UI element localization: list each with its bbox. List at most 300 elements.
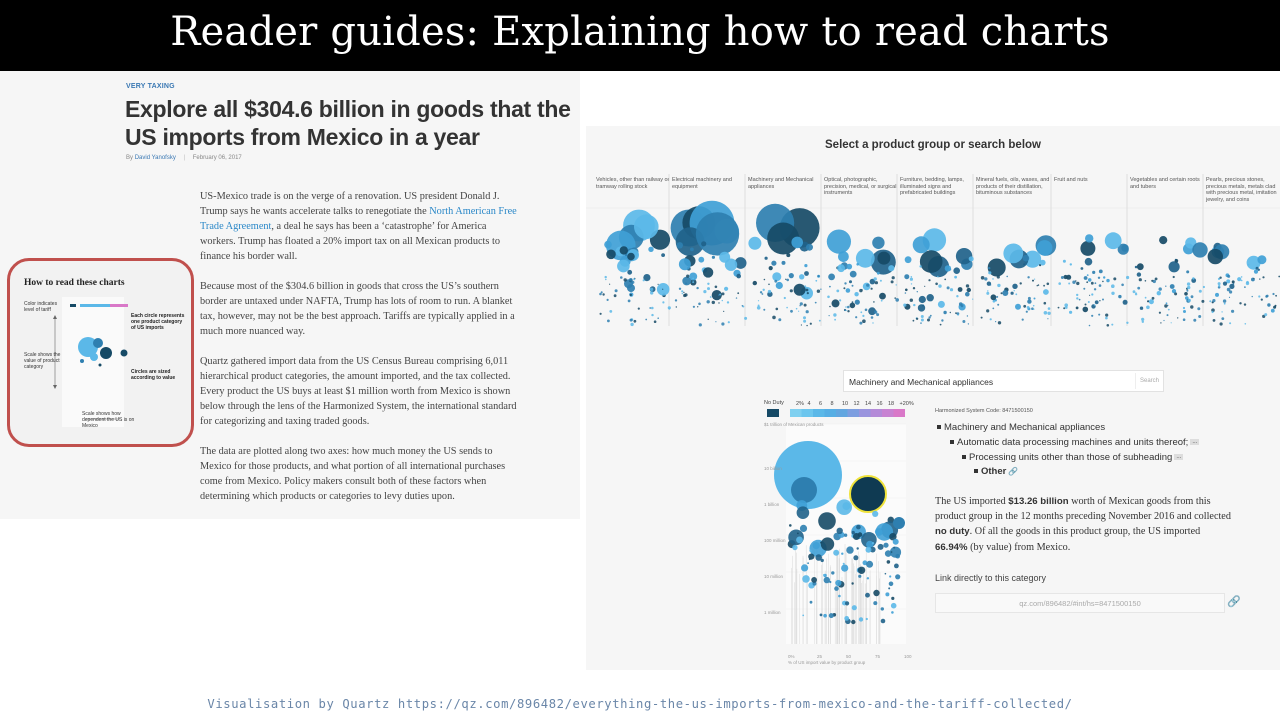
product-dot (998, 321, 1001, 324)
detail-dot (823, 574, 825, 576)
product-group-label[interactable]: Furniture, bedding, lamps, illuminated signs and prefabricated buildings (900, 177, 964, 196)
product-group-label[interactable]: Electrical machinery and equipment (672, 177, 732, 190)
product-dot (1193, 319, 1196, 322)
product-dot (1098, 314, 1100, 316)
product-dot (669, 308, 671, 310)
product-dot (1241, 276, 1243, 278)
product-dot (774, 280, 777, 283)
product-dot (1076, 294, 1078, 296)
guide-scale-note: Scale shows the value of product category (24, 352, 61, 370)
product-dot (860, 311, 862, 313)
product-bubble (1184, 292, 1188, 296)
product-dot (1091, 315, 1093, 317)
product-dot (834, 319, 836, 321)
detail-dot (858, 575, 861, 578)
product-dot (995, 321, 996, 322)
product-dot (1252, 296, 1253, 297)
product-dot (829, 286, 831, 288)
product-dot (715, 321, 716, 322)
product-group-label[interactable]: Machinery and Mechanical appliances (748, 177, 814, 190)
product-bubble (806, 244, 813, 251)
product-dot (1126, 276, 1129, 279)
product-bubble (1081, 267, 1084, 270)
product-group-label[interactable]: Pearls, precious stones, precious metals, metals clad with precious metal, imitation jewelry, and coins (1206, 177, 1277, 203)
product-dot (815, 280, 817, 282)
product-bubble (1275, 305, 1277, 307)
product-dot (786, 307, 788, 309)
product-dot (874, 277, 877, 280)
product-dot (997, 284, 1000, 287)
product-dot (875, 281, 878, 284)
product-dot (872, 322, 873, 323)
product-bubble (786, 253, 790, 257)
product-bubble (1063, 260, 1066, 263)
product-bubble (969, 256, 974, 261)
product-bubble (1147, 300, 1149, 302)
product-dot (1079, 299, 1081, 301)
article-byline (126, 155, 242, 161)
summary-text: (by value) from Mexico. (967, 541, 1071, 553)
product-dot (638, 308, 640, 310)
product-dot (836, 290, 839, 293)
product-bubble (661, 253, 665, 257)
product-dot (715, 286, 718, 289)
product-group-label[interactable]: Vehicles, other than railway or tramway rolling stock (596, 177, 670, 190)
detail-dot (867, 577, 869, 579)
product-group-label[interactable]: Fruit and nuts (1054, 177, 1088, 183)
detail-dot (873, 601, 877, 605)
product-bubble (838, 251, 849, 262)
tree-level-2[interactable] (950, 437, 1199, 448)
product-dot (956, 295, 958, 297)
product-dot (1058, 282, 1061, 285)
product-dot (682, 293, 683, 294)
product-dot (1241, 280, 1243, 282)
tree-level-1[interactable] (937, 422, 1105, 433)
product-bubble (1169, 261, 1180, 272)
product-dot (861, 289, 862, 290)
product-dot (1229, 322, 1231, 324)
legend-tick-label: 16 (876, 401, 883, 407)
detail-dot (875, 529, 882, 536)
product-dot (736, 297, 737, 298)
product-dot (1142, 321, 1144, 323)
product-bubble (677, 242, 683, 248)
product-dot (1168, 309, 1170, 311)
product-bubble (703, 267, 713, 277)
product-bubble (724, 287, 728, 291)
product-dot (1261, 299, 1263, 301)
detail-dot (865, 593, 870, 598)
product-dot (917, 291, 918, 292)
article-date: February 06, 2017 (192, 155, 242, 161)
x-axis-label: 100 (904, 654, 912, 659)
product-dot (1091, 282, 1094, 285)
product-dot (1190, 305, 1193, 308)
detail-dot (792, 545, 797, 550)
product-dot (829, 306, 831, 308)
tree-level-3[interactable] (962, 452, 1183, 463)
product-dot (607, 320, 610, 323)
product-dot (1076, 297, 1078, 299)
product-bubble (1040, 260, 1046, 266)
product-dot (1047, 283, 1050, 286)
selected-bubble (850, 476, 886, 512)
product-bubble (789, 273, 794, 278)
article-paragraph: Because most of the $304.6 billion in goods that cross the US’s southern border are untaxed under NAFTA, Trump has lots of room to run. A blanket tax, however, may not be the best approach. Tariffs are typically applied in a much more nuanced way. (200, 281, 515, 337)
product-dot (1133, 290, 1136, 293)
product-dot (896, 284, 897, 285)
product-dot (920, 322, 922, 324)
product-dot (722, 300, 723, 301)
product-dot (957, 314, 959, 316)
product-dot (910, 299, 913, 302)
product-bubble (905, 256, 912, 263)
product-dot (817, 290, 820, 293)
product-dot (807, 292, 809, 294)
product-dot (1141, 318, 1144, 321)
product-dot (847, 310, 849, 312)
summary-text: . Of all the goods in this product group, the US imported (969, 526, 1201, 538)
detail-dot (885, 592, 889, 596)
product-dot (1229, 297, 1230, 298)
product-bubble (1157, 291, 1161, 295)
product-dot (880, 280, 882, 282)
detail-dot (891, 597, 894, 600)
product-group-label[interactable]: Vegetables and certain roots and tubers (1130, 177, 1200, 190)
product-dot (871, 288, 873, 290)
product-bubble (1011, 292, 1014, 295)
bullet-icon (950, 440, 954, 444)
guide-title: How to read these charts (24, 278, 125, 288)
product-dot (784, 297, 786, 299)
product-dot (947, 286, 950, 289)
product-dot (955, 312, 957, 314)
product-bubble (804, 264, 807, 267)
bullet-icon (937, 425, 941, 429)
link-icon[interactable]: 🔗 (1227, 595, 1241, 608)
product-bubble (1223, 282, 1227, 286)
product-bubble (648, 247, 653, 252)
product-bubble (776, 282, 783, 289)
product-dot (645, 319, 647, 321)
detail-dot (873, 590, 879, 596)
product-bubble (949, 268, 951, 270)
x-axis-caption: % of US import value by product group (788, 660, 866, 665)
product-dot (1139, 278, 1142, 281)
detail-dot (810, 601, 813, 604)
product-dot (1043, 285, 1045, 287)
product-dot (1094, 288, 1096, 290)
product-dot (1099, 284, 1102, 287)
tree-level-4[interactable] (974, 466, 1018, 477)
product-bubble (1023, 255, 1030, 262)
guide-bubble (121, 350, 128, 357)
product-dot (1203, 286, 1205, 288)
product-bubble (905, 289, 908, 292)
product-bubble (1105, 232, 1122, 249)
author-link[interactable]: David Yanofsky (134, 155, 176, 161)
product-dot (1227, 288, 1231, 292)
detail-dot (887, 560, 891, 564)
product-group-label[interactable]: Mineral fuels, oils, waxes, and products of their distillation, bituminous substances (976, 177, 1050, 196)
detail-dot (888, 587, 890, 589)
link-icon[interactable]: 🔗 (1008, 467, 1019, 476)
byline-prefix: By (126, 155, 134, 161)
product-bubble (1137, 272, 1141, 276)
product-bubble (965, 292, 970, 297)
product-bubble (1088, 278, 1092, 282)
product-dot (633, 278, 635, 280)
product-dot (1201, 300, 1204, 303)
product-bubble (696, 212, 739, 255)
product-bubble (604, 241, 612, 249)
product-bubble (1186, 270, 1189, 273)
product-dot (757, 306, 761, 310)
product-dot (1167, 314, 1169, 316)
detail-dot (831, 571, 834, 574)
product-dot (698, 303, 701, 306)
product-bubble (804, 271, 809, 276)
product-dot (629, 278, 633, 282)
product-dot (1094, 304, 1096, 306)
product-bubble (919, 296, 926, 303)
product-dot (697, 306, 698, 307)
direct-link-field[interactable] (935, 593, 1225, 613)
product-bubble (1140, 307, 1143, 310)
detail-dot (813, 542, 820, 549)
product-dot (1086, 281, 1088, 283)
product-bubble (872, 237, 884, 249)
product-dot (1188, 299, 1191, 302)
product-dot (600, 313, 602, 315)
product-dot (1209, 300, 1211, 302)
x-axis-label: 50 (846, 654, 852, 659)
detail-dot (807, 562, 809, 564)
article-paragraph: The data are plotted along two axes: how much money the US sends to Mexico for those products, and what portion of all international purchases come from Mexico. Policy makers consult both of these factors when determining which products or categories to levy duties upon. (200, 446, 506, 502)
product-group-chart[interactable] (586, 126, 1280, 354)
product-bubble (1092, 271, 1095, 274)
product-dot (997, 275, 1000, 278)
product-dot (1212, 311, 1214, 313)
guide-size-note: Circles are sized according to value (131, 369, 176, 381)
detail-dot (821, 537, 834, 550)
legend-tick-label: +20% (899, 401, 914, 407)
product-dot (1088, 301, 1090, 303)
product-dot (798, 311, 799, 312)
detail-dot (885, 573, 887, 575)
product-bubble (1267, 303, 1270, 306)
detail-dot (859, 617, 863, 621)
product-dot (1183, 318, 1186, 321)
product-dot (614, 294, 617, 297)
product-dot (1221, 317, 1224, 320)
article-paragraph (200, 189, 520, 264)
product-dot (609, 284, 610, 285)
product-bubble (850, 271, 857, 278)
product-dot (928, 279, 930, 281)
product-bubble (943, 311, 946, 314)
legend-no-duty-label: No Duty (764, 400, 784, 406)
product-dot (997, 304, 999, 306)
product-dot (913, 287, 915, 289)
product-dot (1246, 282, 1249, 285)
detail-dot (895, 554, 900, 559)
product-dot (786, 279, 789, 282)
product-dot (1111, 324, 1113, 326)
detail-dot (841, 553, 843, 555)
product-dot (790, 310, 793, 313)
product-bubble (1208, 249, 1223, 264)
product-bubble (1034, 298, 1036, 300)
product-dot (1264, 313, 1267, 316)
product-dot (1034, 279, 1035, 280)
guide-arrow-head (53, 315, 57, 319)
legend-ramp-swatch (790, 409, 802, 417)
detail-dot (811, 577, 817, 583)
legend-ramp-swatch (802, 409, 814, 417)
product-bubble (1091, 293, 1093, 295)
product-dot (628, 300, 631, 303)
product-dot (1155, 278, 1158, 281)
product-bubble (854, 292, 858, 296)
product-dot (1159, 287, 1162, 290)
detail-dot (857, 547, 859, 549)
product-dot (658, 284, 659, 285)
y-axis-label: 1 billion (764, 502, 780, 507)
product-dot (630, 319, 633, 322)
product-bubble (837, 264, 845, 272)
detail-dot (802, 615, 804, 617)
product-dot (649, 307, 651, 309)
product-dot (776, 308, 779, 311)
product-bubble (1080, 241, 1095, 256)
product-dot (819, 320, 821, 322)
product-dot (643, 279, 645, 281)
product-bubble (1224, 303, 1226, 305)
byline-divider: | (183, 155, 186, 161)
legend-ramp-swatch (825, 409, 837, 417)
product-dot (944, 279, 946, 281)
detail-dot (878, 544, 884, 550)
detail-dot (893, 547, 895, 549)
product-dot (630, 323, 633, 326)
product-dot (1023, 305, 1026, 308)
summary-text: The US imported (935, 496, 1009, 507)
detail-dot (836, 499, 852, 515)
detail-dot (808, 554, 814, 560)
slide-title-band (0, 0, 1280, 71)
product-dot (845, 310, 846, 311)
product-bubble (904, 274, 909, 279)
product-dot (758, 300, 759, 301)
product-dot (895, 298, 899, 302)
product-dot (718, 302, 719, 303)
product-bubble (748, 237, 761, 250)
detail-dot (851, 582, 853, 584)
detail-dot (872, 542, 874, 544)
summary-amount: $13.26 billion (1008, 496, 1069, 507)
product-dot (1026, 311, 1028, 313)
product-dot (1146, 306, 1150, 310)
product-dot (844, 282, 846, 284)
product-dot (941, 319, 943, 321)
expand-ellipsis[interactable]: ... (1192, 439, 1198, 446)
product-dot (986, 292, 989, 295)
product-dot (1047, 312, 1050, 315)
direct-link-value[interactable]: qz.com/896482/#int/hs=8471500150 (1019, 599, 1141, 608)
y-axis-label: 10 billion (764, 466, 782, 471)
product-dot (938, 284, 941, 287)
product-dot (727, 301, 729, 303)
product-group-label[interactable]: Optical, photographic, precision, medical, or surgical instruments (824, 177, 897, 196)
search-button[interactable]: Search (1135, 373, 1163, 389)
product-dot (764, 279, 766, 281)
detail-dot (800, 525, 807, 532)
legend-tick-label: 4 (807, 401, 811, 407)
product-dot (1165, 286, 1166, 287)
product-bubble (991, 294, 997, 300)
article-headline: Explore all $304.6 billion in goods that the US imports from Mexico in a year (125, 96, 571, 150)
product-dot (940, 324, 942, 326)
detail-dot (851, 620, 855, 624)
product-dot (1014, 290, 1015, 291)
product-dot (1174, 292, 1177, 295)
product-dot (744, 317, 747, 320)
product-dot (981, 317, 983, 319)
detail-dot (824, 577, 830, 583)
product-bubble (736, 274, 741, 279)
product-dot (862, 319, 866, 323)
product-dot (1145, 297, 1147, 299)
detail-dot (872, 511, 878, 517)
product-bubble (1271, 309, 1275, 313)
product-dot (737, 292, 739, 294)
product-dot (810, 323, 812, 325)
product-bubble (1023, 263, 1025, 265)
product-bubble (627, 253, 635, 261)
product-dot (742, 305, 744, 307)
search-input[interactable]: Machinery and Mechanical appliances (849, 377, 994, 387)
tree-level-3-label: Processing units other than those of subheading (969, 452, 1173, 463)
product-dot (950, 312, 951, 313)
direct-link-label: Link directly to this category (935, 573, 1047, 583)
product-dot (801, 324, 802, 325)
product-bubble (1135, 266, 1138, 269)
nafta-link[interactable]: North American Free Trade Agreement (200, 206, 517, 232)
product-dot (1262, 276, 1264, 278)
product-dot (1177, 317, 1178, 318)
product-bubble (1232, 280, 1235, 283)
expand-ellipsis[interactable]: ... (1176, 454, 1182, 461)
detail-dot (846, 546, 853, 553)
product-dot (968, 323, 969, 324)
product-dot (615, 289, 618, 292)
product-dot (1083, 288, 1085, 290)
how-to-read-guide (7, 258, 194, 447)
detail-dot (844, 616, 849, 621)
product-group-panel (586, 126, 1280, 354)
detail-dot (856, 525, 861, 530)
product-dot (1111, 284, 1115, 288)
product-bubble (690, 248, 694, 252)
product-dot (630, 294, 632, 296)
product-dot (707, 287, 710, 290)
detail-dot (796, 537, 803, 544)
product-dot (894, 297, 896, 299)
product-dot (1098, 277, 1100, 279)
product-dot (1199, 290, 1202, 293)
